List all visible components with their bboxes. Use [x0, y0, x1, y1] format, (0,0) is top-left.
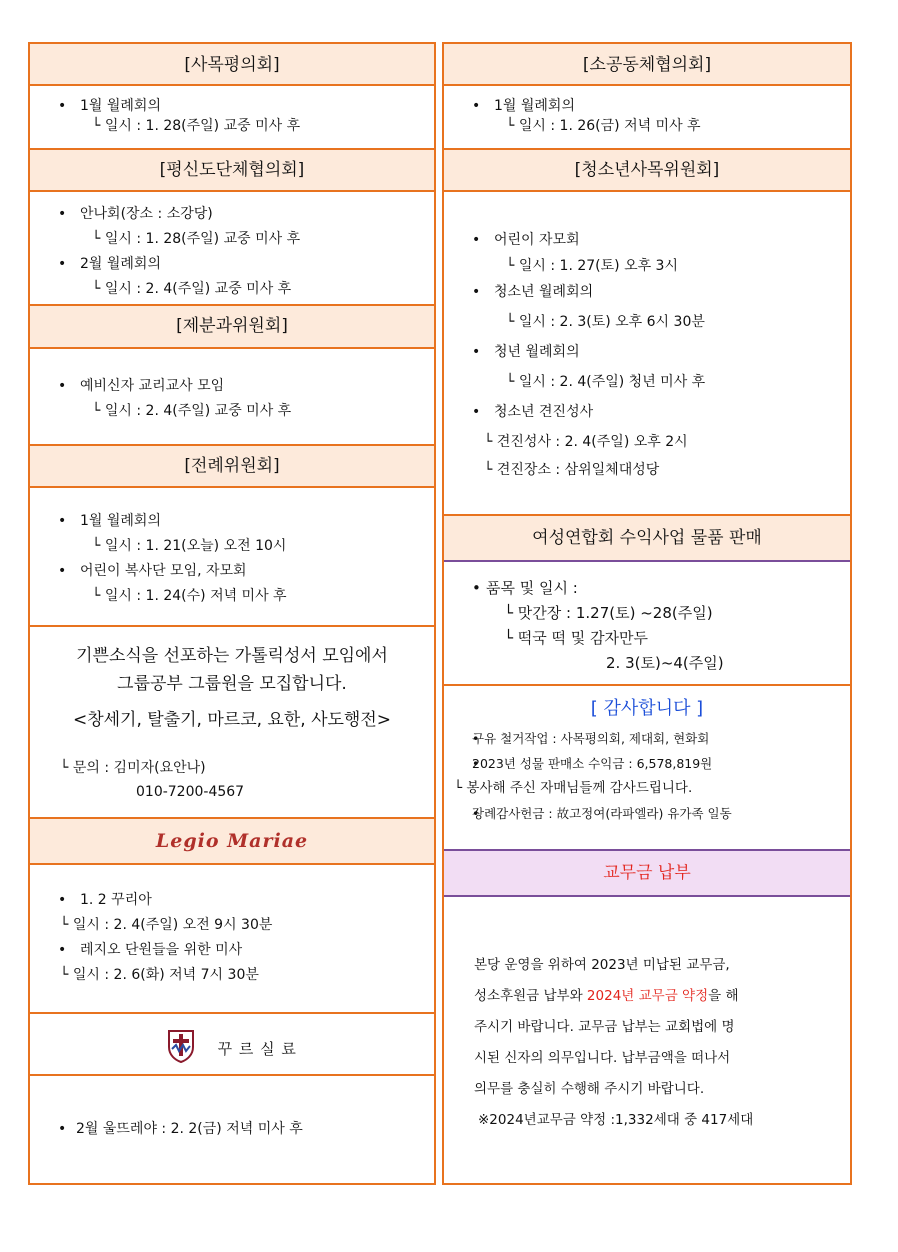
- list-item: • 2월 울뜨레야 : 2. 2(금) 저녁 미사 후: [30, 1119, 434, 1139]
- list-item: • 2023년 성물 판매소 수익금 : 6,578,819원: [444, 751, 850, 776]
- cursillo-section: [30, 1119, 434, 1139]
- list-item-detail: └ 일시 : 2. 6(화) 저녁 7시 30분: [60, 967, 259, 983]
- thanks-title: [ 감사합니다 ]: [590, 698, 704, 719]
- samok-header: [사목평의회]: [30, 44, 434, 86]
- list-item: • 품목 및 일시 :: [444, 576, 850, 601]
- youth-section: [444, 227, 850, 483]
- due-header: [444, 849, 850, 897]
- pyeongsin-section: [30, 202, 434, 302]
- legio-section: [30, 888, 434, 988]
- contact-line: └ 문의 : 김미자(요안나): [60, 760, 206, 776]
- divider: [30, 1012, 434, 1014]
- legio-header: [30, 817, 434, 865]
- notice-line: 그룹공부 그룹원을 모집합니다.: [117, 674, 347, 694]
- due-paragraph-line: 주시기 바랍니다. 교무금 납부는 교회법에 명: [474, 1019, 735, 1035]
- due-title: 교무금 납부: [603, 863, 691, 883]
- cursillo-title: 꾸 르 실 료: [217, 1040, 297, 1058]
- due-section: [444, 950, 850, 1136]
- list-item-detail: 2. 3(토)~4(주일): [606, 654, 724, 672]
- youth-header: [청소년사목위원회]: [444, 148, 850, 192]
- jeonrye-header: [전례위원회]: [30, 444, 434, 488]
- due-text: 을 해: [708, 988, 739, 1004]
- list-item: • 청소년 견진성사: [444, 399, 850, 425]
- list-item-detail: └ 일시 : 2. 4(주일) 청년 미사 후: [506, 374, 706, 390]
- womens-section: [444, 576, 850, 676]
- womens-header: 여성연합회 수익사업 물품 판매: [444, 514, 850, 562]
- thanks-section: [444, 696, 850, 826]
- list-item: • 1월 월례회의: [30, 509, 434, 534]
- due-paragraph-line: 의무를 충실히 수행해 주시기 바랍니다.: [474, 1081, 705, 1097]
- list-item-detail: └ 떡국 떡 및 감자만두: [504, 629, 649, 647]
- divider: [30, 625, 434, 627]
- list-item: • 청년 월례회의: [444, 339, 850, 365]
- phone-number: 010-7200-4567: [136, 784, 245, 800]
- list-item: • 예비신자 교리교사 모임: [30, 374, 434, 399]
- jeonrye-section: [30, 509, 434, 609]
- jebun-section: [30, 374, 434, 424]
- due-text: 성소후원금 납부와: [474, 988, 587, 1004]
- legio-title: Legio Mariae: [155, 830, 309, 852]
- right-column: [442, 42, 852, 1185]
- list-item-detail: └ 봉사해 주신 자매님들께 감사드립니다.: [454, 780, 693, 796]
- samok-section: [30, 96, 434, 136]
- cursillo-header: [30, 1029, 434, 1069]
- divider: [30, 1074, 434, 1076]
- list-item: • 어린이 복사단 모임, 자모회: [30, 559, 434, 584]
- list-item: • 레지오 단원들을 위한 미사: [30, 938, 434, 963]
- list-item-detail: └ 견진성사 : 2. 4(주일) 오후 2시: [484, 434, 688, 450]
- list-item-detail: └ 일시 : 2. 4(주일) 교중 미사 후: [92, 281, 292, 297]
- notice-line: <창세기, 탈출기, 마르코, 요한, 사도행전>: [72, 710, 392, 730]
- list-item-detail: └ 일시 : 1. 28(주일) 교중 미사 후: [92, 231, 301, 247]
- list-item: • 2월 월례회의: [30, 252, 434, 277]
- due-paragraph-line: 본당 운영을 위하여 2023년 미납된 교무금,: [474, 957, 730, 973]
- list-item: • 1. 2 꾸리아: [30, 888, 434, 913]
- list-item: • 어린이 자모회: [444, 227, 850, 253]
- left-column: [28, 42, 436, 1185]
- due-note: ※2024년교무금 약정 :1,332세대 중 417세대: [478, 1112, 754, 1128]
- list-item-detail: └ 일시 : 1. 21(오늘) 오전 10시: [92, 538, 287, 554]
- divider: [444, 684, 850, 686]
- sogongdong-header: [소공동체협의회]: [444, 44, 850, 86]
- list-item-detail: └ 일시 : 1. 27(토) 오후 3시: [506, 258, 678, 274]
- list-item-detail: └ 일시 : 1. 28(주일) 교중 미사 후: [92, 118, 301, 134]
- jebun-header: [제분과위원회]: [30, 304, 434, 349]
- list-item: • 안나회(장소 : 소강당): [30, 202, 434, 227]
- list-item-detail: └ 일시 : 2. 4(주일) 오전 9시 30분: [60, 917, 273, 933]
- pyeongsin-header: [평신도단체협의회]: [30, 148, 434, 192]
- list-item: • 1월 월례회의: [30, 96, 434, 116]
- notice-line: 기쁜소식을 선포하는 가톨릭성서 모임에서: [76, 646, 388, 666]
- due-paragraph-line: [474, 981, 850, 1012]
- bible-study-notice: [30, 642, 434, 734]
- bible-contact: [30, 756, 434, 804]
- list-item-detail: └ 일시 : 2. 3(토) 오후 6시 30분: [506, 314, 705, 330]
- cursillo-logo-icon: [167, 1029, 195, 1069]
- list-item-detail: └ 맛간장 : 1.27(토) ~28(주일): [504, 604, 713, 622]
- list-item: • 장례감사헌금 : 故고정여(라파엘라) 유가족 일동: [444, 801, 850, 826]
- sogongdong-section: [444, 96, 850, 136]
- due-highlight: 2024년 교무금 약정: [586, 988, 709, 1004]
- list-item-detail: └ 견진장소 : 삼위일체대성당: [484, 462, 660, 478]
- due-paragraph-line: 시된 신자의 의무입니다. 납부금액을 떠나서: [474, 1050, 731, 1066]
- list-item: • 구유 철거작업 : 사목평의회, 제대회, 현화회: [444, 726, 850, 751]
- list-item: • 1월 월례회의: [444, 96, 850, 116]
- list-item-detail: └ 일시 : 1. 26(금) 저녁 미사 후: [506, 118, 701, 134]
- list-item-detail: └ 일시 : 2. 4(주일) 교중 미사 후: [92, 403, 292, 419]
- list-item-detail: └ 일시 : 1. 24(수) 저녁 미사 후: [92, 588, 287, 604]
- list-item: • 청소년 월례회의: [444, 279, 850, 305]
